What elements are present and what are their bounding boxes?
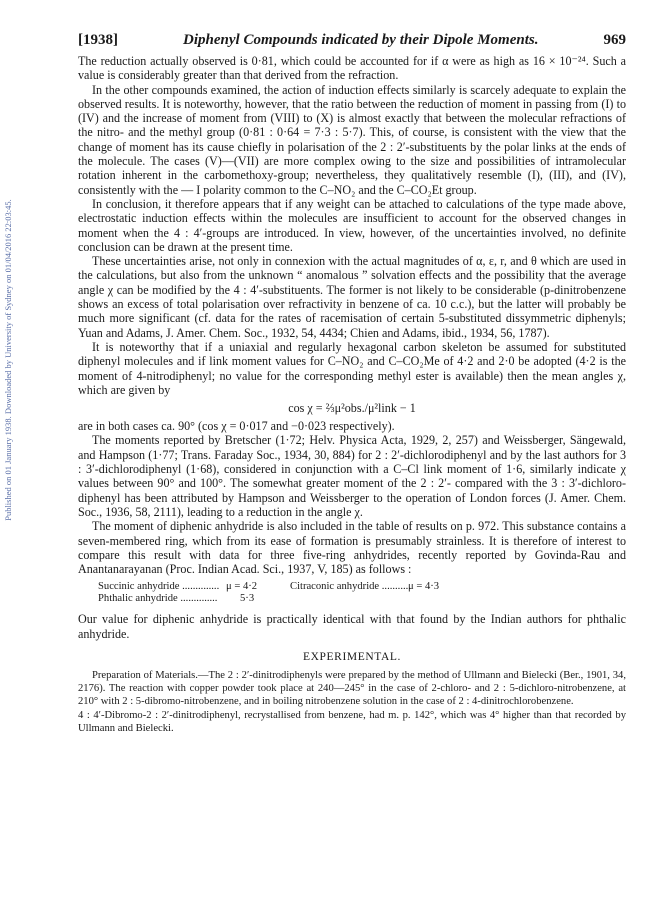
paragraph: In conclusion, it therefore appears that if any weight can be attached to calculations of the type made above, electrostatic induction effects within the molecules are insufficient to account for the observed changes in moment when the 4 : 4′-groups are introduced. In view, however, of the uncertainties involved, no definite conclusion can be drawn at the present time. [78, 196, 626, 254]
anhydride-name: Succinic anhydride .............. [98, 581, 220, 593]
equation: cos χ = ⅔μ²obs./μ²link − 1 [288, 401, 416, 416]
download-stamp-text: Published on 01 January 1938. Downloaded by University of Sydney on 01/04/2016 22:03:45. [3, 199, 13, 521]
paragraph: are in both cases ca. 90° (cos χ = 0·017 and −0·023 respectively). [78, 419, 395, 434]
anhydride-moment: 5·3 [240, 593, 255, 605]
anhydride-name: Citraconic anhydride ........... [290, 581, 411, 593]
anhydride-moment [408, 593, 468, 605]
paragraph: The reduction actually observed is 0·81, which could be accounted for if α were as high as 16 × 10⁻²⁴. Such a value is considerably greater than that derived from the refraction. [78, 54, 626, 83]
paragraph: These uncertainties arise, not only in connexion with the actual magnitudes of α, ε, r, and θ which are used in the calculations, but also from the unknown “ anomalous ” solvation effects and the possibility that the average angle χ can be modified by the 4 : 4′-substituents. The former is not likely to be considerable (p-dinitrobenzene shows an excess of total polarisation over refractivity in benzene of ca. 10 c.c.), but the latter will probably be much more significant (cf. data for the rates of racemisation of certain 5-substituted dissymmetric diphenyls; Yuan and Adams, J. Amer. Chem. Soc., 1932, 54, 4434; Chien and Adams, ibid., 1934, 56, 1787). [78, 254, 626, 340]
paragraph: In the other compounds examined, the action of induction effects similarly is scarcely adequate to explain the observed results. It is noteworthy, however, that the ratio between the reduction of moment in passing from (I) to (IV) and the increase of moment from (VIII) to (X) is almost exactly that between the molecular refractions of the nitro- and the methyl group (0·81 : 0·64 = 7·3 : 5·7). This, of course, is consistent with the view that the change of moment has its cause chiefly in polarisation of the 2 : 2′-substituents by the polar links at the ends of the molecule. The cases (V)—(VII) are more complex owing to the size and possibilities of intramolecular rotation inherent in the carbomethoxy-group; nevertheless, they qualitatively resemble (I), (III), and (IV), consistently with the — I polarity common to the C–NO₂ and the C–CO₂Et group. [78, 82, 626, 197]
anhydride-moment: μ = 4·2 [226, 581, 258, 593]
anhydride-moments-table [98, 581, 626, 605]
journal-page [78, 32, 626, 735]
section-heading: EXPERIMENTAL. [303, 650, 401, 663]
header-year: [1938] [78, 32, 118, 48]
paragraph: It is noteworthy that if a uniaxial and regularly hexagonal carbon skeleton be assumed for substituted diphenyl molecules and if link moment values for C–NO₂ and C–CO₂Me of 4·2 and 2·0 be adopted (4·2 is the moment of 4-nitrodiphenyl; no value for the corresponding methyl ester is available) then the mean angles χ, which are given by [78, 339, 626, 397]
experimental-paragraph: 4 : 4′-Dibromo-2 : 2′-dinitrodiphenyl, recrystallised from benzene, had m. p. 142°, which was 4° higher than that recorded by Ullmann and Bielecki. [78, 709, 626, 734]
running-header [78, 32, 626, 49]
experimental-paragraph: Preparation of Materials.—The 2 : 2′-dinitrodiphenyls were prepared by the method of Ullmann and Bielecki (Ber., 1901, 34, 2176). The reaction with copper powder took place at 240—245° in the case of 2-chloro- and 2 : 5-dichloro-nitrobenzene, at 210° with 2 : 5-dibromo-nitrobenzene, and in boiling nitrobenzene solution in the case of 2 : 4-dinitrochlorobenzene. [78, 669, 626, 708]
page-number: 969 [603, 32, 626, 48]
anhydride-name: Phthalic anhydride .............. [98, 593, 218, 605]
download-stamp [2, 150, 14, 570]
anhydride-name [290, 593, 400, 605]
anhydride-moment: μ = 4·3 [408, 581, 440, 593]
paragraph: The moment of diphenic anhydride is also included in the table of results on p. 972. This substance contains a seven-membered ring, which from its ease of formation is presumably strainless. It is therefore of interest to compare this result with data for three five-ring anhydrides, recently reported by Govinda-Rau and Anantanarayanan (Proc. Indian Acad. Sci., 1937, V, 185) as follows : [78, 519, 626, 577]
paragraph: The moments reported by Bretscher (1·72; Helv. Physica Acta, 1929, 2, 257) and Weissberger, Sängewald, and Hampson (1·77; Trans. Faraday Soc., 1934, 30, 884) for 2 : 2′-dichlorodiphenyl and by the last authors for 3 : 3′-dichlorodiphenyl (1·68), considered in conjunction with a C–Cl link moment of 1·6, similarly indicate χ values between 90° and 100°. The somewhat greater moment of the 2 : 2′- compared with the 3 : 3′-dichloro-diphenyl has been attributed by Hampson and Weissberger to the operation of London forces (J. Amer. Chem. Soc., 1936, 58, 2111), leading to a reduction in the angle χ. [78, 433, 626, 519]
header-title: Diphenyl Compounds indicated by their Dipole Moments. [183, 32, 539, 48]
paragraph: Our value for diphenic anhydride is practically identical with that found by the Indian authors for phthalic anhydride. [78, 612, 626, 641]
